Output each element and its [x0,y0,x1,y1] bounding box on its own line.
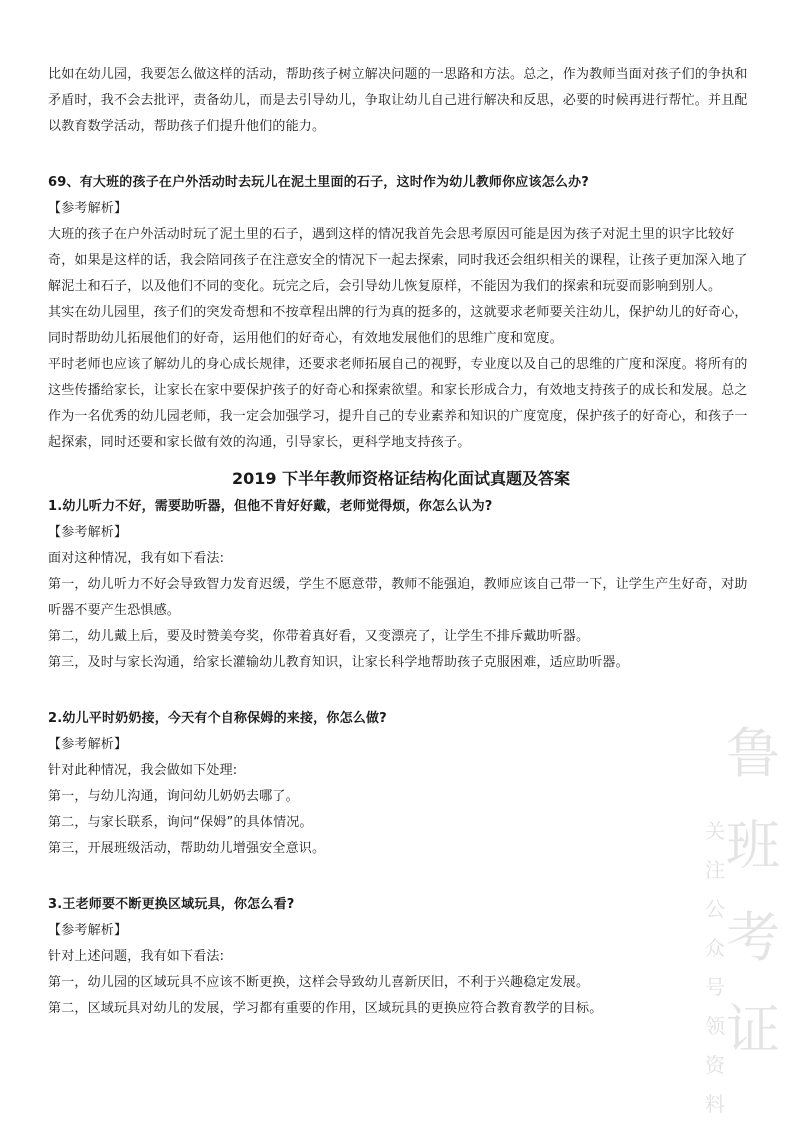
watermark-char: 料 [705,1092,725,1116]
reference-label: 【参考解析】 [48,525,128,540]
answer-line: 第一，与幼儿沟通，询问幼儿奶奶去哪了。 [48,789,299,804]
question-3: 3.王老师要不断更换区域玩具，你怎么看? [48,897,295,912]
watermark-char: 众 [705,936,725,960]
question-69: 69、有大班的孩子在户外活动时去玩儿在泥土里面的石子，这时作为幼儿教师你应该怎么办? [48,175,590,190]
answer-paragraph: 其实在幼儿园里，孩子们的突发奇想和不按章程出牌的行为真的挺多的，这就要求老师要关注幼儿，保护幼儿的好奇心，同时帮助幼儿拓展他们的好奇，运用他们的好奇心，有效地发展他们的思维广度和宽度。 [48,305,748,346]
watermark-char: 关 [705,819,725,843]
answer-line: 第二，幼儿戴上后，要及时赞美夸奖，你带着真好看，又变漂亮了，让学生不排斥戴助听器。 [48,629,590,644]
watermark-char: 班 [726,814,780,877]
question-1: 1.幼儿听力不好，需要助听器，但他不肯好好戴，老师觉得烦，你怎么认为? [48,499,493,514]
reference-label: 【参考解析】 [48,923,128,938]
answer-line: 针对此种情况，我会做如下处理: [48,763,238,778]
watermark-char: 领 [705,1014,725,1038]
answer-line: 第二，与家长联系，询问“保姆”的具体情况。 [48,815,313,830]
watermark-char: 证 [726,998,780,1061]
reference-label: 【参考解析】 [48,737,128,752]
watermark-char: 考 [726,906,780,969]
section-title: 2019 下半年教师资格证结构化面试真题及答案 [231,469,571,488]
answer-line: 第二，区域玩具对幼儿的发展，学习都有重要的作用，区域玩具的更换应符合教育教学的目标。 [48,1001,603,1016]
watermark-char: 注 [705,858,725,882]
reference-label: 【参考解析】 [48,201,128,216]
answer-paragraph: 平时老师也应该了解幼儿的身心成长规律，还要求老师拓展自己的视野，专业度以及自己的思维的广度和深度。将所有的这些传播给家长，让家长在家中要保护孩子的好奇心和探索欲望。和家长形成合力，有效地支持孩子的成长和发展。总之作为一名优秀的幼儿园老师，我一定会加强学习，提升自己的专业素养和知识的广度宽度，保护孩子的好奇心，和孩子一起探索，同时还要和家长做有效的沟通，引导家长，更科学地支持孩子。 [48,357,748,450]
watermark-char: 公 [705,897,725,921]
answer-line: 第一，幼儿园的区域玩具不应该不断更换，这样会导致幼儿喜新厌旧，不利于兴趣稳定发展。 [48,975,590,990]
answer-line: 针对上述问题，我有如下看法: [48,949,225,964]
answer-line: 第三，开展班级活动，帮助幼儿增强安全意识。 [48,841,326,856]
watermark-small [700,812,730,1124]
answer-line: 面对这种情况，我有如下看法: [48,551,225,566]
question-2: 2.幼儿平时奶奶接，今天有个自称保姆的来接，你怎么做? [48,711,387,726]
answer-line: 第一，幼儿听力不好会导致智力发育迟缓，学生不愿意带，教师不能强迫，教师应该自己带一下，让学生产生好奇，对助听器不要产生恐惧感。 [48,577,748,618]
watermark-char: 鲁 [726,722,780,785]
document-body [48,62,754,1022]
answer-paragraph: 大班的孩子在户外活动时玩了泥土里的石子，遇到这样的情况我首先会思考原因可能是因为孩子对泥土里的识字比较好奇，如果是这样的话，我会陪同孩子在注意安全的情况下一起去探索，同时我还会组织相关的课程，让孩子更加深入地了解泥土和石子，以及他们不同的变化。玩完之后，会引导幼儿恢复原样，不能因为我们的探索和玩耍而影响到别人。 [48,227,748,294]
watermark-char: 资 [705,1053,725,1077]
answer-line: 第三，及时与家长沟通，给家长灌输幼儿教育知识，让家长科学地帮助孩子克服困难，适应助听器。 [48,655,629,670]
watermark-char: 号 [705,975,725,999]
intro-paragraph: 比如在幼儿园，我要怎么做这样的活动，帮助孩子树立解决问题的一思路和方法。总之，作为教师当面对孩子们的争执和矛盾时，我不会去批评，责备幼儿，而是去引导幼儿，争取让幼儿自己进行解决和反思，必要的时候再进行帮忙。并且配以教育数学活动，帮助孩子们提升他们的能力。 [48,67,748,134]
